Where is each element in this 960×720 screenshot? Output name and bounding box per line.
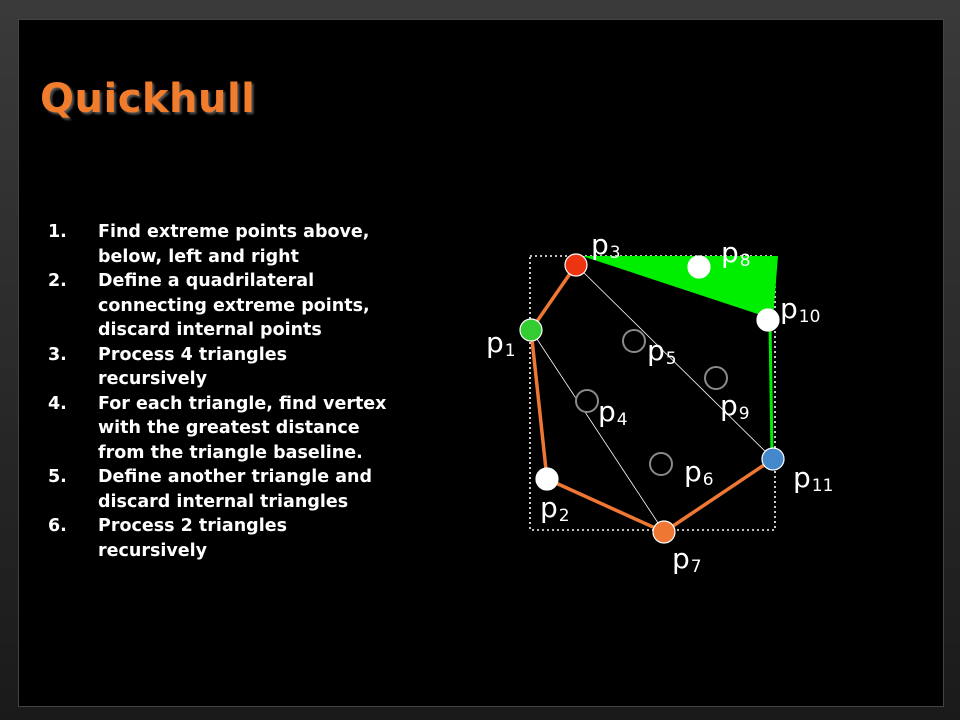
- step-text: Find extreme points above, below, left and right: [98, 222, 370, 267]
- label-subscript: 7: [690, 557, 702, 577]
- label-letter: p: [684, 455, 702, 488]
- point-p11: [762, 448, 784, 470]
- label-letter: p: [672, 542, 690, 575]
- point-p7: [653, 521, 675, 543]
- label-letter: p: [721, 236, 739, 269]
- label-subscript: 6: [702, 470, 714, 490]
- hull-edge-p3-p1: [531, 265, 576, 330]
- step-text: Process 4 triangles recursively: [98, 344, 287, 389]
- point-p8: [688, 256, 710, 278]
- label-p3: [591, 228, 621, 263]
- step-number: 6.: [48, 516, 67, 536]
- step-text: For each triangle, find vertex with the greatest distance from the triangle baseline.: [98, 393, 387, 463]
- label-p10: [780, 292, 820, 327]
- hull-edge-p1-p2: [531, 330, 547, 479]
- label-subscript: 5: [665, 349, 677, 369]
- point-p6: [650, 453, 672, 475]
- label-letter: p: [780, 292, 798, 325]
- hull-edge-p10-p11: [770, 322, 772, 456]
- label-subscript: 3: [609, 243, 621, 263]
- step-number: 1.: [48, 222, 67, 242]
- point-p10: [757, 309, 779, 331]
- label-p11: [793, 461, 833, 496]
- label-subscript: 1: [504, 341, 516, 361]
- label-p4: [598, 395, 628, 430]
- slide-title: Quickhull: [40, 76, 256, 122]
- step-number: 2.: [48, 271, 67, 291]
- label-p8: [721, 236, 751, 271]
- point-p4: [576, 390, 598, 412]
- label-subscript: 2: [558, 506, 570, 526]
- point-p9: [705, 367, 727, 389]
- hull-edge-p7-p11: [664, 459, 773, 532]
- label-p5: [647, 334, 677, 369]
- step-number: 5.: [48, 467, 67, 487]
- label-subscript: 9: [738, 404, 750, 424]
- step-text: Define another triangle and discard internal triangles: [98, 467, 373, 512]
- label-p7: [672, 542, 702, 577]
- label-letter: p: [793, 461, 811, 494]
- label-p1: [486, 326, 516, 361]
- step-text: Define a quadrilateral connecting extreme points, discard internal points: [98, 271, 370, 340]
- step-text: Process 2 triangles recursively: [98, 516, 287, 561]
- label-letter: p: [486, 326, 504, 359]
- label-subscript: 8: [739, 251, 751, 271]
- step-number: 4.: [48, 393, 67, 414]
- point-p5: [623, 330, 645, 352]
- label-subscript: 10: [798, 307, 821, 327]
- label-letter: p: [591, 228, 609, 261]
- point-p3: [565, 254, 587, 276]
- label-letter: p: [720, 389, 738, 422]
- step-number: 3.: [48, 344, 67, 365]
- label-letter: p: [540, 491, 558, 524]
- label-p9: [720, 389, 750, 424]
- label-letter: p: [647, 334, 665, 367]
- label-letter: p: [598, 395, 616, 428]
- label-subscript: 4: [616, 410, 628, 430]
- point-p1: [520, 319, 542, 341]
- label-subscript: 11: [811, 476, 834, 496]
- point-p2: [536, 468, 558, 490]
- label-p6: [684, 455, 714, 490]
- label-p2: [540, 491, 570, 526]
